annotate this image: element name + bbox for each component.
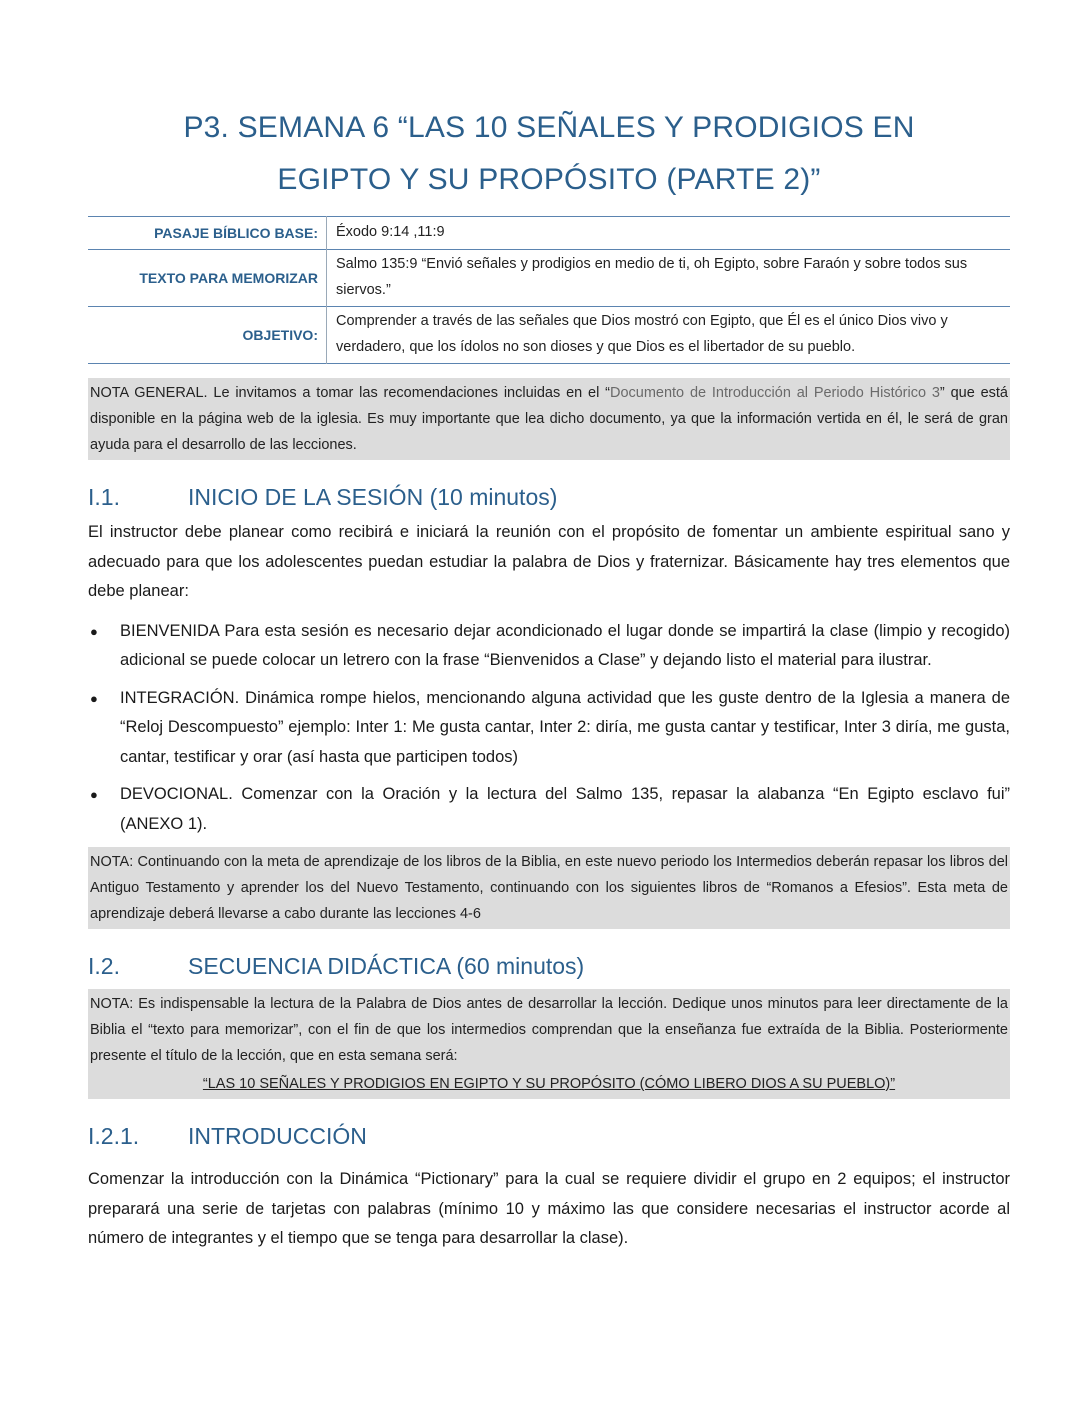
- nota-lectura: [88, 989, 1010, 1099]
- inicio-bullet-list: [88, 617, 1010, 840]
- nota-general-part2: ” que está disponible en la página web de la iglesia. Es muy importante que lea dicho documento, ya que la información vertida en él, le será de gran ayuda para el desarrollo de las lecciones.: [90, 385, 1008, 453]
- document-title: [88, 102, 1010, 206]
- list-item-text: DEVOCIONAL. Comenzar con la Oración y la lectura del Salmo 135, repasar la alabanza “En Egipto esclavo fui” (ANEXO 1).: [120, 785, 1010, 833]
- nota-general: [88, 378, 1010, 460]
- inicio-paragraph: El instructor debe planear como recibirá e iniciará la reunión con el propósito de fomentar un ambiente espiritual sano y adecuado para que los adolescentes puedan estudiar la palabra de Dios y fraternizar. Básicamente hay tres elementos que debe planear:: [88, 523, 1010, 600]
- pasaje-value: Éxodo 9:14 ,11:9: [336, 224, 445, 240]
- objetivo-value: Comprender a través de las señales que Dios mostró con Egipto, que Él es el único Dios vivo y verdadero, que los ídolos no son dioses y que Dios es el libertador de su pueblo.: [336, 313, 948, 355]
- section-title: INTRODUCCIÓN: [188, 1123, 367, 1149]
- objetivo-label: OBJETIVO:: [88, 307, 327, 364]
- bullet-icon: ●: [90, 690, 98, 706]
- list-item: [88, 617, 1010, 676]
- lesson-info-table: [88, 216, 1010, 364]
- list-item: [88, 684, 1010, 773]
- section-heading-introduccion: [88, 1121, 1010, 1151]
- list-item: [88, 780, 1010, 839]
- section-title: SECUENCIA DIDÁCTICA (60 minutos): [188, 953, 585, 979]
- section-number: I.2.: [88, 953, 120, 979]
- title-line-1: P3. SEMANA 6 “LAS 10 SEÑALES Y PRODIGIOS EN: [183, 111, 915, 144]
- section-title: INICIO DE LA SESIÓN (10 minutos): [188, 484, 558, 510]
- section-heading-inicio: [88, 482, 1010, 512]
- list-item-text: BIENVENIDA Para esta sesión es necesario dejar acondicionado el lugar donde se impartirá la clase (limpio y recogido) adicional se puede colocar un letrero con la frase “Bienvenidos a Clase” y dejando listo el material para ilustrar.: [120, 621, 1010, 669]
- nota-libros-biblia: NOTA: Continuando con la meta de aprendizaje de los libros de la Biblia, en este nuevo periodo los Intermedios deberán repasar los libros del Antiguo Testamento y aprender los del Nuevo Testamento, continuando con los siguientes libros de “Romanos a Efesios”. Esta meta de aprendizaje deberá llevarse a cabo durante las lecciones 4-6: [88, 847, 1010, 929]
- introduccion-paragraph: Comenzar la introducción con la Dinámica “Pictionary” para la cual se requiere dividir el grupo en 2 equipos; el instructor preparará una serie de tarjetas con palabras (mínimo 10 y máximo las que considere necesarias el instructor acorde al número de integrantes y el tiempo que se tenga para desarrollar la clase).: [88, 1170, 1010, 1247]
- bullet-icon: ●: [90, 623, 98, 639]
- section-number: I.2.1.: [88, 1123, 140, 1149]
- texto-value: Salmo 135:9 “Envió señales y prodigios en medio de ti, oh Egipto, sobre Faraón y sobre todos sus siervos.”: [336, 256, 968, 298]
- section-heading-secuencia: [88, 951, 1010, 981]
- texto-label: TEXTO PARA MEMORIZAR: [88, 250, 327, 307]
- nota-general-part1: NOTA GENERAL. Le invitamos a tomar las recomendaciones incluidas en el “: [90, 385, 610, 401]
- document-page: [88, 0, 1010, 1254]
- list-item-text: INTEGRACIÓN. Dinámica rompe hielos, mencionando alguna actividad que les guste dentro de la Iglesia a manera de “Reloj Descompuesto” ejemplo: Inter 1: Me gusta cantar, Inter 2: diría, me gusta cantar y testificar, Inter 3 diría, me gusta, cantar, testificar y orar (así hasta que participen todos): [120, 688, 1010, 766]
- texto-row: [88, 250, 1010, 307]
- pasaje-label: PASAJE BÍBLICO BASE:: [88, 217, 327, 250]
- nota-general-document-ref: Documento de Introducción al Periodo Histórico 3: [609, 385, 940, 401]
- section-number: I.1.: [88, 484, 120, 510]
- title-line-2: EGIPTO Y SU PROPÓSITO (PARTE 2)”: [277, 163, 821, 196]
- nota-lectura-text: NOTA: Es indispensable la lectura de la Palabra de Dios antes de desarrollar la lección. Dedique unos minutos para leer directamente de la Biblia el “texto para memorizar”, con el fin de que los intermedios comprendan que la enseñanza fue extraída de la Biblia. Posteriormente presente el título de la lección, que en esta semana será:: [90, 996, 1008, 1064]
- pasaje-row: [88, 217, 1010, 250]
- bullet-icon: ●: [90, 787, 98, 802]
- lesson-title: “LAS 10 SEÑALES Y PRODIGIOS EN EGIPTO Y SU PROPÓSITO (CÓMO LIBERO DIOS A SU PUEBLO)”: [202, 1076, 896, 1092]
- objetivo-row: [88, 307, 1010, 364]
